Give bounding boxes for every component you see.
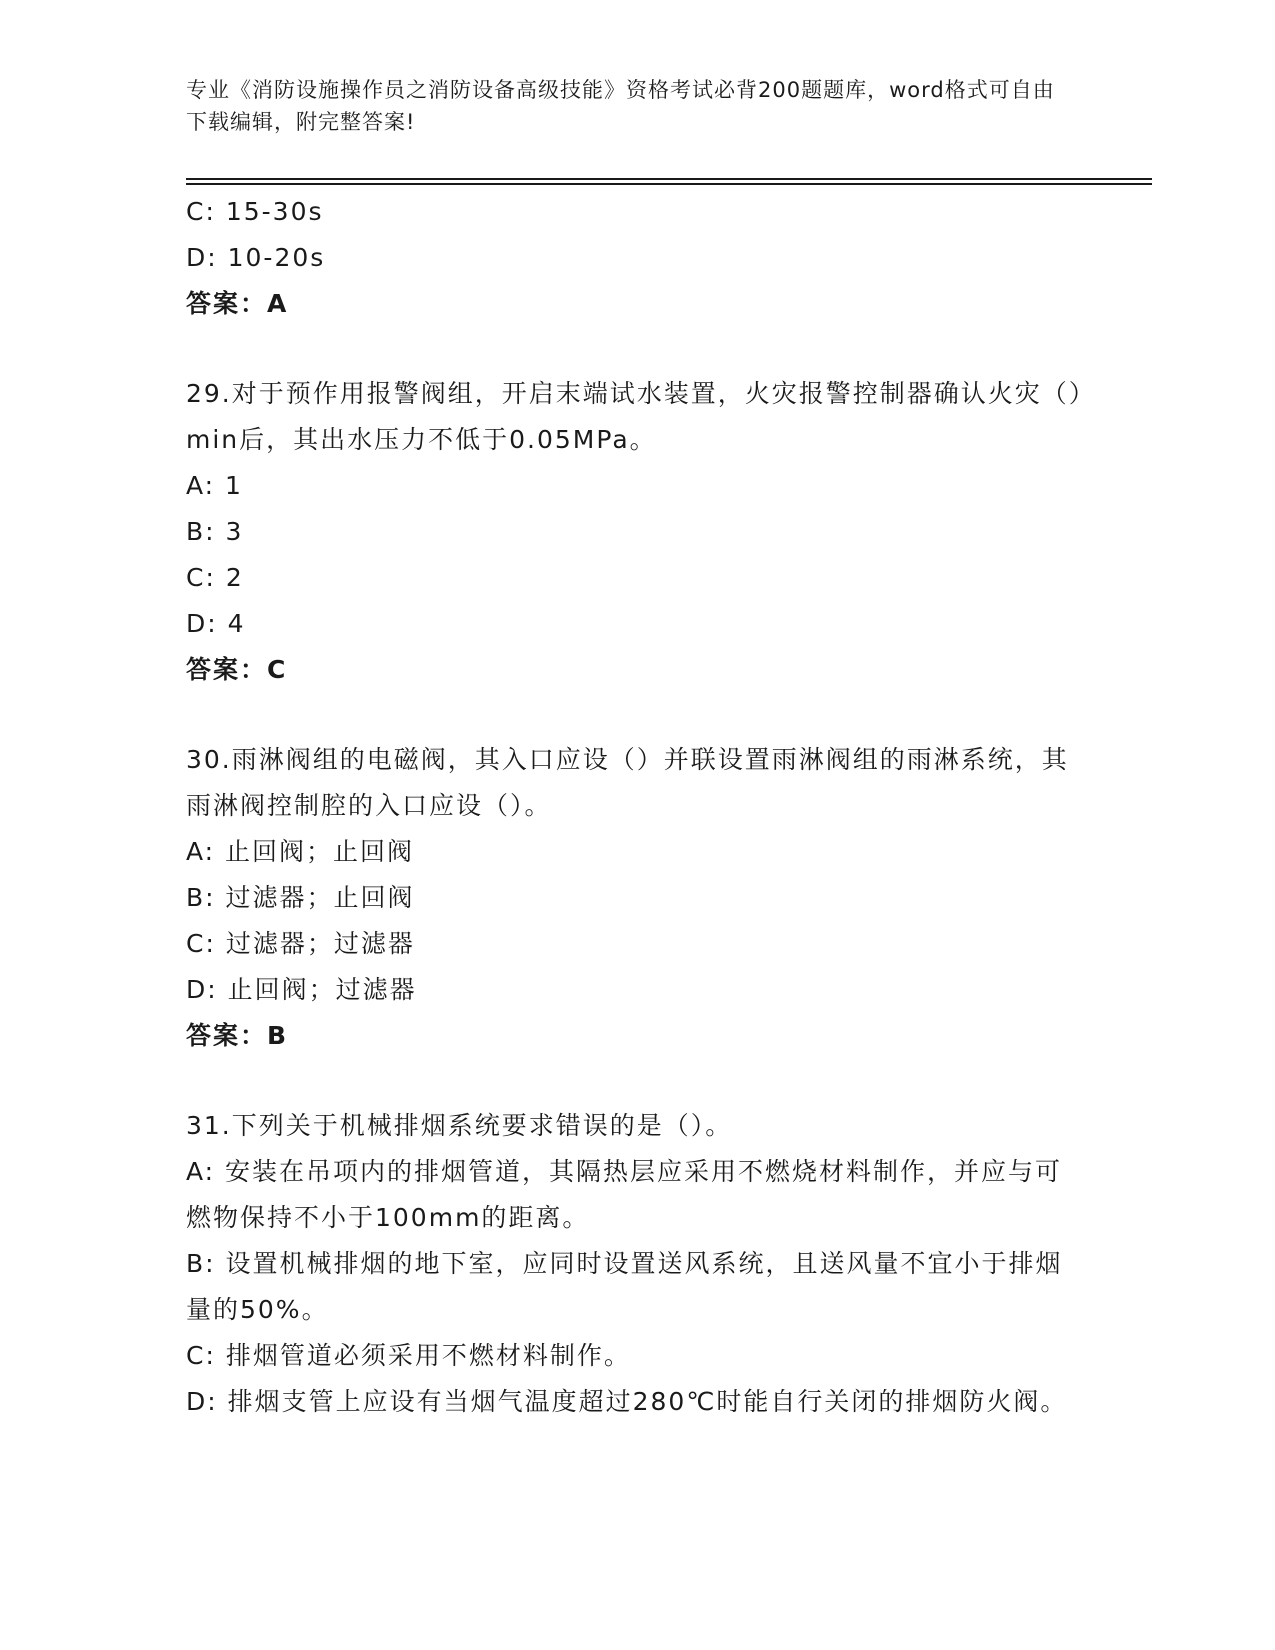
question-29 [186, 371, 1086, 693]
option-d: D: 排烟支管上应设有当烟气温度超过280℃时能自行关闭的排烟防火阀。 [186, 1387, 1068, 1416]
question-stem: 30.雨淋阀组的电磁阀，其入口应设（）并联设置雨淋阀组的雨淋系统，其雨淋阀控制腔的入口应设（）。 [186, 745, 1069, 820]
answer-label: 答案：C [186, 655, 288, 684]
header-rule-top [186, 178, 1152, 180]
question-stem: 31.下列关于机械排烟系统要求错误的是（）。 [186, 1111, 733, 1140]
question-gap [186, 1059, 1086, 1103]
option-a: A: 1 [186, 471, 243, 500]
answer-label: 答案：A [186, 289, 289, 318]
option-c: C: 排烟管道必须采用不燃材料制作。 [186, 1341, 631, 1370]
option-c: C: 15-30s [186, 197, 324, 226]
option-c: C: 过滤器；过滤器 [186, 929, 415, 958]
question-30 [186, 737, 1086, 1059]
question-gap [186, 327, 1086, 371]
option-d: D: 4 [186, 609, 246, 638]
option-b: B: 3 [186, 517, 244, 546]
option-d: D: 10-20s [186, 243, 326, 272]
answer-label: 答案：B [186, 1021, 289, 1050]
question-stem: 29.对于预作用报警阀组，开启末端试水装置，火灾报警控制器确认火灾（）min后，其出水压力不低于0.05MPa。 [186, 379, 1084, 454]
option-d: D: 止回阀；过滤器 [186, 975, 417, 1004]
option-c: C: 2 [186, 563, 244, 592]
option-a: A: 止回阀；止回阀 [186, 837, 415, 866]
previous-question-tail [186, 189, 1086, 327]
question-content [186, 189, 1086, 1425]
question-31 [186, 1103, 1086, 1425]
option-b: B: 过滤器；止回阀 [186, 883, 415, 912]
document-header: 专业《消防设施操作员之消防设备高级技能》资格考试必背200题题库，word格式可自由下载编辑，附完整答案! [186, 78, 1055, 134]
question-gap [186, 693, 1086, 737]
header-rule-bottom [186, 183, 1152, 185]
option-b: B: 设置机械排烟的地下室，应同时设置送风系统，且送风量不宜小于排烟量的50%。 [186, 1249, 1063, 1324]
option-a: A: 安装在吊项内的排烟管道，其隔热层应采用不燃烧材料制作，并应与可燃物保持不小于100mm的距离。 [186, 1157, 1063, 1232]
